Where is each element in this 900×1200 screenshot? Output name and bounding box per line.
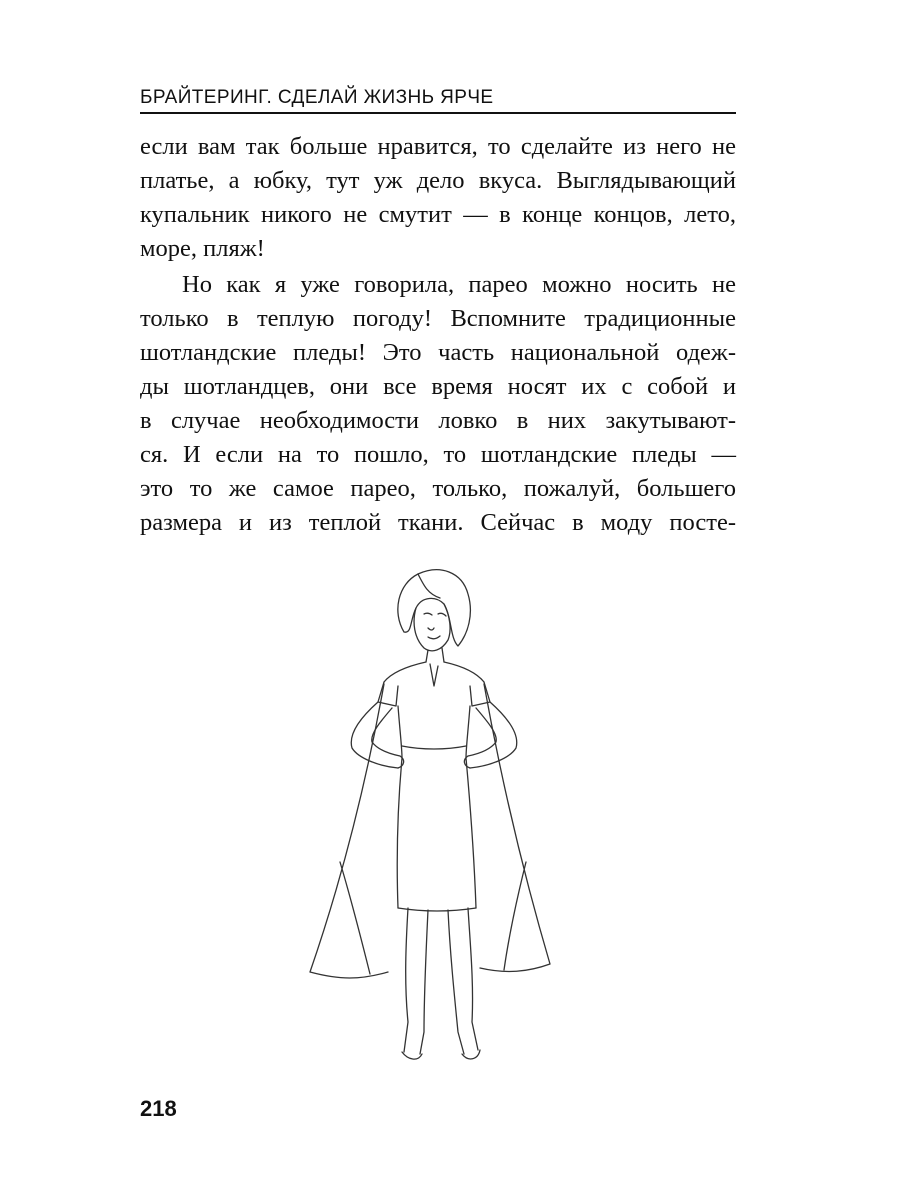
page-number: 218	[140, 1096, 177, 1121]
text-line: если вам так больше нравится, то сделайте из него не	[140, 133, 736, 160]
fashion-figure-illustration	[300, 562, 560, 1074]
text-line: купальник никого не смутит — в конце концов, лето,	[140, 201, 736, 228]
running-title: БРАЙТЕРИНГ. СДЕЛАЙ ЖИЗНЬ ЯРЧЕ	[140, 86, 736, 114]
text-line: платье, а юбку, тут уж дело вкуса. Выглядывающий	[140, 167, 736, 194]
text-line: это то же самое парео, только, пожалуй, большего	[140, 475, 736, 502]
text-line: только в теплую погоду! Вспомните традиционные	[140, 305, 736, 332]
text-line: море, пляж!	[140, 235, 265, 262]
text-line: шотландские пледы! Это часть национальной одеж-	[140, 339, 736, 366]
text-line: размера и из теплой ткани. Сейчас в моду посте-	[140, 509, 736, 536]
text-line: Но как я уже говорила, парео можно носить не	[182, 271, 736, 298]
text-line: в случае необходимости ловко в них закутывают-	[140, 407, 736, 434]
text-line: ся. И если на то пошло, то шотландские пледы —	[140, 441, 736, 468]
text-line: ды шотландцев, они все время носят их с собой и	[140, 373, 736, 400]
